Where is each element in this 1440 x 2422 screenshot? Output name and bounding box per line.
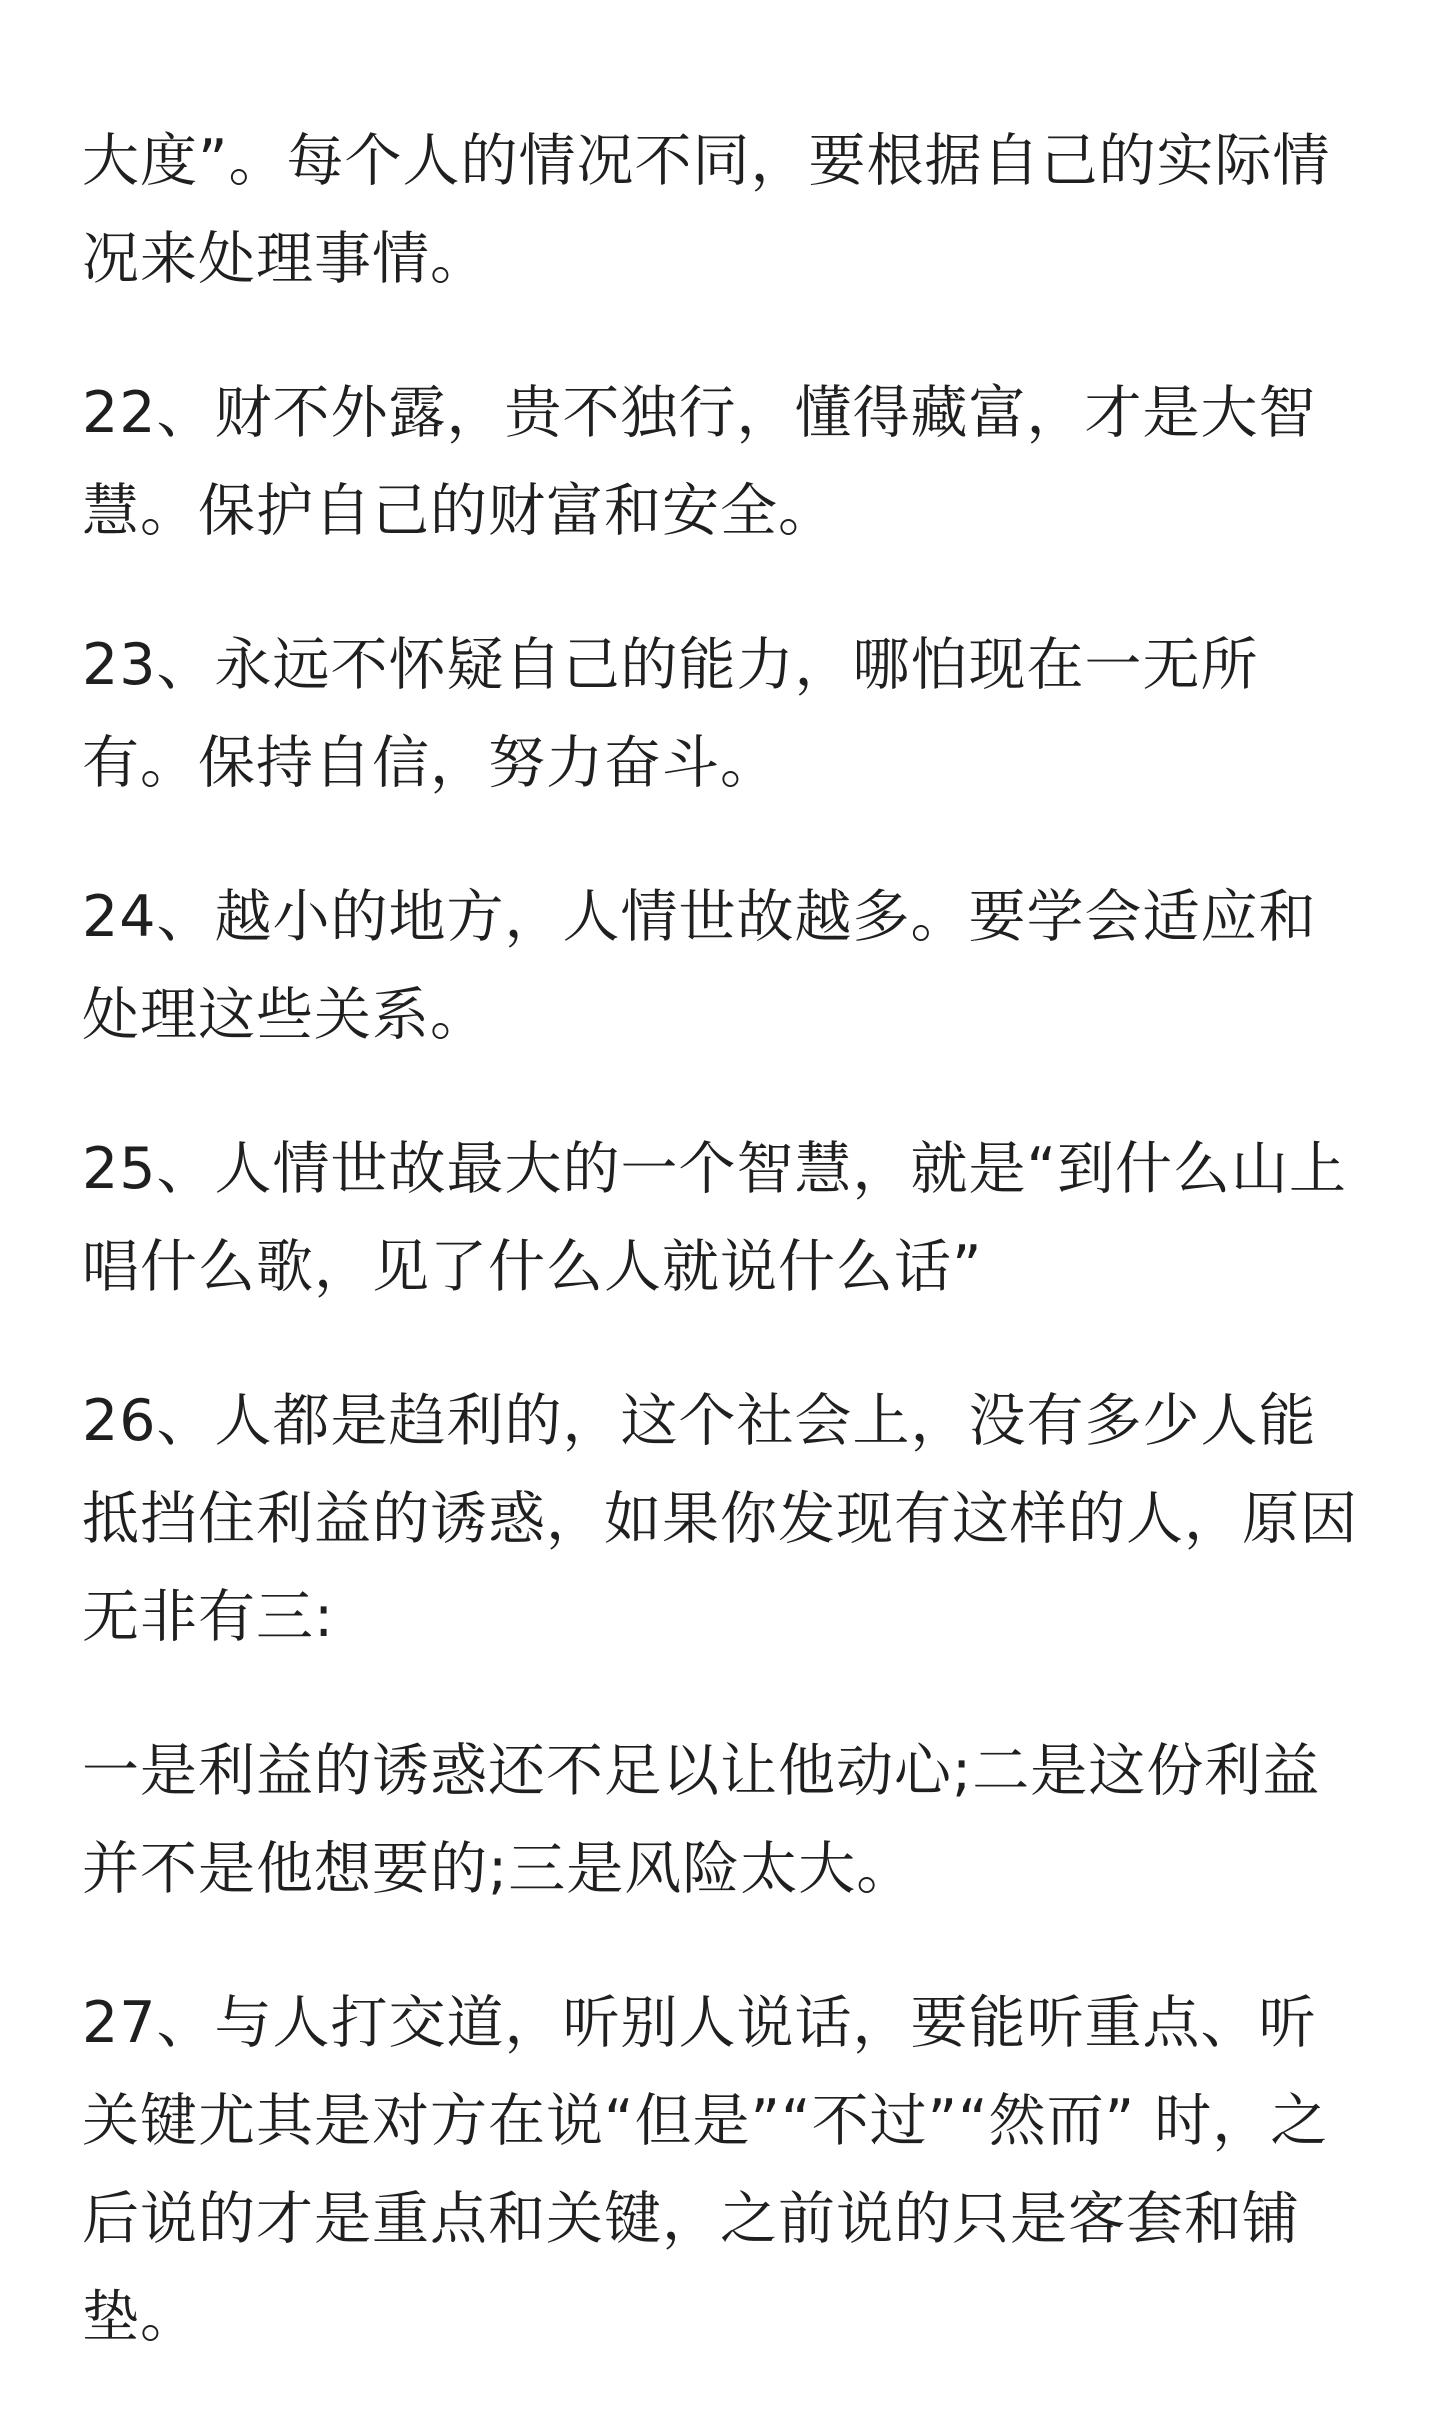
paragraph-intro-continuation: 大度”。每个人的情况不同，要根据自己的实际情况来处理事情。 bbox=[82, 128, 1331, 292]
paragraph-item-27: 27、与人打交道，听别人说话，要能听重点、听关键尤其是对方在说“但是”“不过”“然而” 时，之后说的才是重点和关键，之前说的只是客套和铺垫。 bbox=[82, 1990, 1329, 2350]
paragraph-item-23: 23、永远不怀疑自己的能力，哪怕现在一无所有。保持自信，努力奋斗。 bbox=[82, 632, 1259, 796]
paragraph-item-26: 26、人都是趋利的，这个社会上，没有多少人能抵挡住利益的诱惑，如果你发现有这样的人，原因无非有三: bbox=[82, 1388, 1358, 1650]
paragraph-item-24: 24、越小的地方，人情世故越多。要学会适应和处理这些关系。 bbox=[82, 884, 1317, 1048]
paragraph-item-26-reasons: 一是利益的诱惑还不足以让他动心;二是这份利益并不是他想要的;三是风险太大。 bbox=[82, 1738, 1321, 1902]
paragraph-item-25: 25、人情世故最大的一个智慧，就是“到什么山上唱什么歌，见了什么人就说什么话” bbox=[82, 1136, 1348, 1300]
paragraph-item-22: 22、财不外露，贵不独行，懂得藏富，才是大智慧。保护自己的财富和安全。 bbox=[82, 380, 1317, 544]
article-body bbox=[82, 112, 1372, 2422]
